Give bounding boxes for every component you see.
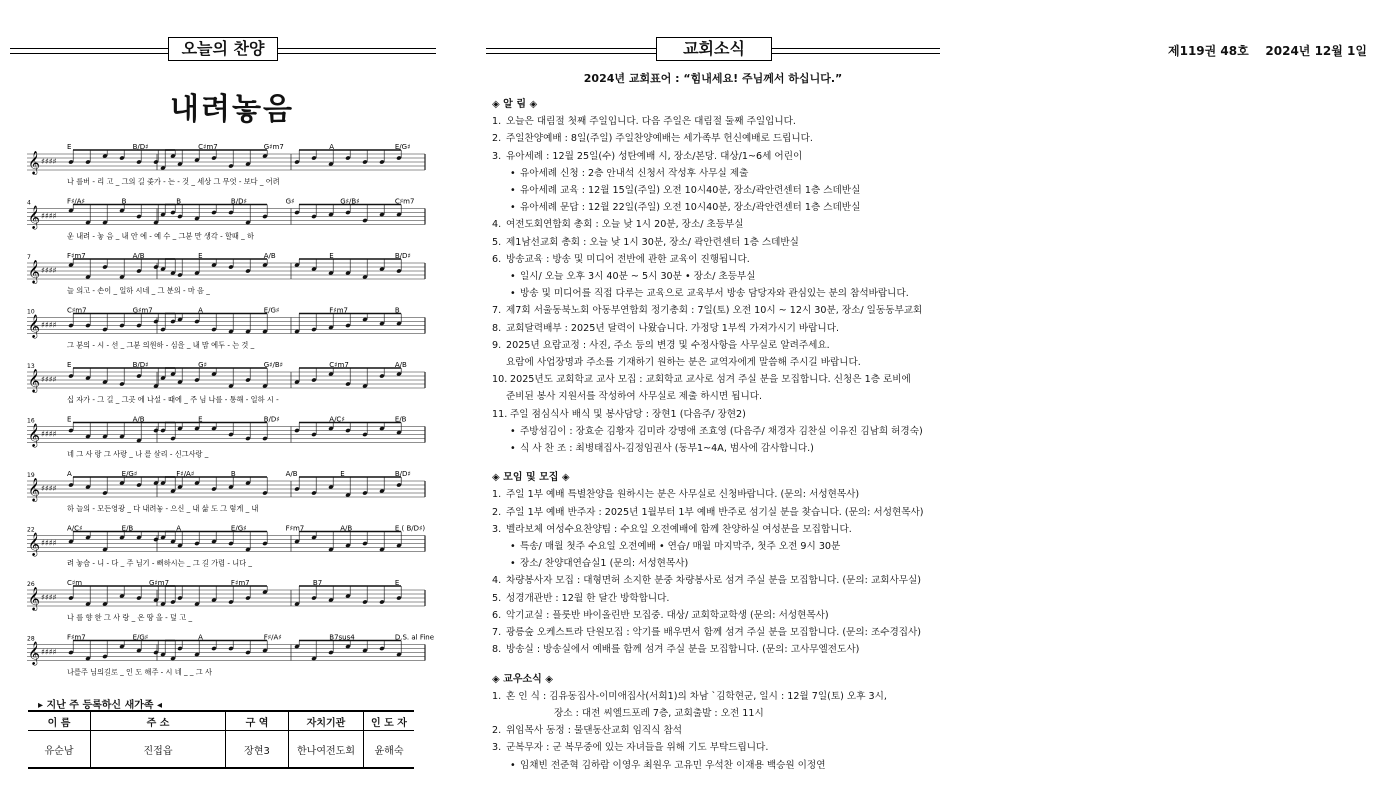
- item-number: 6.: [492, 253, 502, 265]
- treble-clef-icon: 𝄞: [28, 204, 40, 229]
- item-text: 제1남선교회 총회 : 오늘 낮 1시 30분, 장소/ 곽안련센터 1층 스데반실: [506, 236, 799, 248]
- chord-symbol: C♯m: [67, 579, 83, 587]
- sub-item: [492, 440, 932, 457]
- chord-symbol: B/D♯: [394, 470, 411, 478]
- chord-symbol: E/B: [394, 415, 407, 424]
- lyrics-line: 나 를 향 한 그 사 랑 _ 온 땅 을 - 덮 고 _: [67, 613, 193, 622]
- item-number: 2.: [492, 506, 502, 518]
- chord-symbol: E: [340, 470, 345, 478]
- lyrics-line: 운 내려 - 놓 음 _ 내 안 에 - 예 수 _ 그분 만 생각 - 할때 _ 하: [67, 231, 254, 241]
- song-title: 내려놓음: [170, 92, 294, 127]
- item-text: 차량봉사자 모집 : 대형면허 소지한 분중 차량봉사로 섬겨 주실 분을 모집합니다. (문의: 교회사무실): [506, 575, 922, 587]
- measure-number: 4: [27, 199, 31, 207]
- lyrics-line: 려 놓습 - 니 - 다 _ 주 님기 - 뻐하시는 _ 그 길 가렵 - 니다 _: [67, 558, 252, 568]
- newcomer-guide: 윤해숙: [364, 731, 415, 769]
- list-item: [492, 722, 932, 739]
- news-section-title: 교회소식: [656, 37, 772, 61]
- item-text: 군복무자 : 군 복무중에 있는 자녀들을 위해 기도 부탁드립니다.: [506, 742, 769, 754]
- newcomers-title: ▸ 지난 주 등록하신 새가족 ◂: [38, 700, 163, 711]
- alerts-heading: ◈ 알 림 ◈: [492, 99, 538, 110]
- item-number: 5.: [492, 236, 502, 248]
- treble-clef-icon: 𝄞: [28, 422, 40, 447]
- item-number: 4.: [492, 575, 502, 587]
- item-number: 2.: [492, 725, 502, 737]
- item-text: 2025년 요람교정 : 사진, 주소 등의 변경 및 수정사항을 사무실로 알려주세요.: [506, 339, 830, 351]
- item-number: 2.: [492, 133, 502, 145]
- chord-symbol: A/B: [132, 252, 145, 260]
- lyrics-line: 네 그 사 랑 그 사랑 _ 나 를 살리 - 신그사랑 _: [67, 449, 209, 459]
- church-motto: 2024년 교회표어 : “힘내세요! 주님께서 하십니다.”: [583, 72, 843, 85]
- list-item: [492, 113, 932, 130]
- key-signature-icon: ♯♯♯♯: [41, 266, 57, 275]
- members-heading: ◈ 교우소식 ◈: [492, 673, 553, 685]
- treble-clef-icon: 𝄞: [28, 531, 40, 556]
- sub-item-text: • 유아세례 교육 : 12월 15일(주일) 오전 10시40분, 장소/곽안련센터 1층 스데반실: [520, 185, 861, 197]
- sub-item: [492, 757, 932, 774]
- chord-symbol: G♯m7: [148, 579, 170, 587]
- treble-clef-icon: 𝄞: [28, 150, 40, 174]
- item-text: 주일 1부 예배 특별찬양을 원하시는 분은 사무실로 신청바랍니다. (문의: 서성현목사): [506, 489, 860, 501]
- list-item: [492, 624, 932, 641]
- measure-number: 10: [27, 308, 35, 316]
- chord-symbol: F♯m7: [67, 252, 86, 260]
- chord-symbol: B/D♯: [132, 143, 149, 151]
- newcomer-address: 진접읍: [91, 731, 226, 769]
- members-list: [492, 688, 932, 774]
- list-item: [492, 130, 932, 147]
- treble-clef-icon: 𝄞: [28, 586, 40, 610]
- measure-number: 22: [27, 526, 35, 534]
- chord-symbol: C♯m7: [67, 306, 87, 315]
- measure-number: 28: [27, 635, 35, 643]
- key-signature-icon: ♯♯♯♯: [41, 320, 57, 330]
- col-group-header: 자치기관: [289, 711, 364, 731]
- sub-item-text: • 특송/ 매월 첫주 수요일 오전예배 • 연습/ 매월 마지막주, 첫주 오전 9시 30분: [520, 541, 841, 553]
- item-continuation: 준비된 봉사 지원서를 작성하여 사무실로 제출 하시면 됩니다.: [506, 391, 763, 403]
- news-section-header: [486, 37, 940, 61]
- chord-symbol: A/B: [394, 361, 407, 369]
- chord-symbol: B: [176, 197, 182, 206]
- chord-symbol: A: [176, 524, 182, 533]
- meetings-list: [492, 486, 932, 658]
- lyrics-line: 늘 의고 - 손이 _ 일하 시네 _ 그 분의 - 마 음 _: [67, 286, 210, 295]
- chord-symbol: F♯/A♯: [176, 470, 195, 478]
- key-signature-icon: ♯♯♯♯: [41, 647, 57, 657]
- chord-symbol: F♯m7: [329, 306, 348, 315]
- list-item: [492, 521, 932, 538]
- chord-symbol: E: [198, 252, 203, 260]
- item-text: 여전도회연합회 총회 : 오늘 낮 1시 20분, 장소/ 초등부실: [506, 219, 744, 231]
- alerts-list: [492, 113, 932, 457]
- praise-section-title: 오늘의 찬양: [168, 37, 278, 61]
- item-text: 유아세례 : 12월 25일(수) 성탄예배 시, 장소/본당. 대상/1~6세 어린이: [506, 150, 803, 162]
- table-row: [28, 731, 414, 769]
- chord-symbol: G♯: [198, 361, 207, 369]
- chord-symbol: B/D♯: [132, 361, 149, 369]
- chord-symbol: A/B: [340, 524, 353, 533]
- item-text: 성경개관반 : 12월 한 달간 방학합니다.: [506, 592, 670, 604]
- lyrics-line: 나 를버 - 리 고 _ 그의 길 좇가 - 는 - 것 _ 세상 그 무엇 - 보다 _ 어려: [67, 177, 280, 186]
- chord-symbol: A/C♯: [67, 524, 83, 533]
- item-text: 벨라보체 여성수요찬양팀 : 수요일 오전예배에 함께 찬양하실 여성분을 모집합니다.: [506, 523, 852, 535]
- item-number: 9.: [492, 339, 502, 351]
- chord-symbol: A/B: [263, 252, 276, 260]
- key-signature-icon: ♯♯♯♯: [41, 593, 57, 602]
- item-continuation: 장소 : 대전 씨엘드포레 7층, 교회출발 : 오전 11시: [554, 707, 764, 719]
- item-number: 3.: [492, 742, 502, 754]
- item-text: 위임목사 동정 : 물댄동산교회 임직식 참석: [506, 725, 683, 737]
- item-text: 주일 1부 예배 반주자 : 2025년 1월부터 1부 예배 반주로 섬기실 분을 찾습니다. (문의: 서성현목사): [506, 506, 924, 518]
- item-number: 11.: [492, 408, 508, 420]
- chord-symbol: F♯m7: [285, 524, 305, 533]
- key-signature-icon: ♯♯♯♯: [41, 538, 57, 548]
- measure-number: 16: [27, 417, 35, 425]
- measure-number: 13: [27, 363, 35, 370]
- chord-symbol: E: [67, 415, 72, 424]
- list-item: [492, 234, 932, 251]
- praise-section-header: [10, 37, 436, 61]
- lyrics-line: 하 늘의 - 모든영광 _ 다 내려놓 - 으신 _ 내 삶 도 그 렇게 _ 내: [67, 504, 259, 513]
- sub-item: [492, 538, 932, 555]
- chord-symbol: E ( B/D♯): [394, 524, 426, 533]
- item-text: 오늘은 대림절 첫째 주일입니다. 다음 주일은 대림절 둘째 주일입니다.: [506, 116, 796, 128]
- item-number: 5.: [492, 592, 502, 604]
- chord-symbol: B: [230, 470, 236, 478]
- list-item: [492, 688, 932, 705]
- item-number: 3.: [492, 523, 502, 535]
- chord-symbol: B/D♯: [263, 415, 280, 424]
- news-body: [492, 96, 932, 774]
- item-text: 혼 인 식 : 김유동집사-이미애집사(서희1)의 차남 `김학현군, 일시 : 12월 7일(토) 오후 3시,: [506, 690, 887, 702]
- sub-item: [492, 555, 932, 572]
- item-number: 1.: [492, 690, 502, 702]
- measure-number: 19: [27, 472, 35, 479]
- item-text: 방송교육 : 방송 및 미디어 전반에 관한 교육이 진행됩니다.: [506, 253, 750, 265]
- chord-symbol: F♯m7: [67, 633, 86, 642]
- chord-symbol: A/B: [132, 415, 145, 424]
- chord-symbol: B7sus4: [329, 633, 355, 642]
- sub-item: [492, 165, 932, 182]
- lyrics-line: 나를주 님의길로 _ 인 도 해주 - 시 네 _ _ 그 사: [67, 667, 212, 677]
- chord-symbol: A/B: [285, 470, 298, 478]
- treble-clef-icon: 𝄞: [28, 477, 40, 501]
- chord-symbol: E/B: [121, 524, 134, 533]
- newcomer-group: 한나여전도회: [289, 731, 364, 769]
- chord-symbol: F♯/A♯: [263, 633, 282, 642]
- item-text: 악기교실 : 플룻반 바이올린반 모집중. 대상/ 교회학교학생 (문의: 서성현목사): [506, 609, 829, 621]
- newcomers-table: [28, 710, 414, 769]
- item-number: 7.: [492, 305, 502, 317]
- sub-item-text: • 주방섬김이 : 장효순 김황자 김미라 강명애 조효영 (다음주/ 채경자 김찬실 이유진 김남희 허경숙): [520, 425, 923, 437]
- sub-item-text: • 유아세례 신청 : 2층 안내석 신청서 작성후 사무실 제출: [520, 167, 749, 179]
- chord-symbol: G♯m7: [263, 143, 284, 151]
- chord-symbol: B/D♯: [230, 197, 247, 206]
- sheet-music: [27, 138, 435, 678]
- item-text: 주일 점심식사 배식 및 봉사담당 : 장현1 (다음주/ 장현2): [510, 408, 746, 420]
- chord-symbol: F♯/A♯: [67, 197, 85, 206]
- item-text: 주일찬양예배 : 8일(주일) 주일찬양예배는 세가족부 헌신예배로 드립니다.: [506, 133, 813, 145]
- lyrics-line: 십 자가 - 그 길 _ 그곳 에 나설 - 때에 _ 주 님 나를 - 통해 - 일하 시 -: [67, 395, 279, 404]
- item-number: 1.: [492, 489, 502, 501]
- newcomer-district: 장현3: [226, 731, 289, 769]
- key-signature-icon: ♯♯♯♯: [41, 375, 57, 384]
- newcomers-header-row: [28, 711, 414, 731]
- chord-symbol: A: [67, 470, 72, 478]
- sub-item-text: • 방송 및 미디어를 직접 다루는 교육으로 교육부서 방송 담당자와 관심있는 분의 참석바랍니다.: [520, 288, 909, 300]
- chord-symbol: E/G♯: [394, 143, 411, 151]
- chord-symbol: C♯m7: [394, 197, 415, 206]
- chord-symbol: G♯/B♯: [340, 197, 360, 206]
- chord-symbol: B/D♯: [394, 252, 411, 260]
- treble-clef-icon: 𝄞: [28, 313, 40, 338]
- item-text: 광릉숲 오케스트라 단원모집 : 악기를 배우면서 함께 섬겨 주실 분을 모집합니다. (문의: 조수경집사): [506, 627, 922, 639]
- list-item: [492, 607, 932, 624]
- col-address-header: 주 소: [91, 711, 226, 731]
- sub-item-text: • 일시/ 오늘 오후 3시 40분 ~ 5시 30분 • 장소/ 초등부실: [520, 271, 756, 283]
- chord-symbol: E/G♯: [263, 306, 280, 315]
- item-number: 6.: [492, 609, 502, 621]
- list-item: [492, 251, 932, 268]
- sub-item: [492, 199, 932, 216]
- newcomer-name: 유순남: [28, 731, 91, 769]
- sub-item-text: • 장소/ 찬양대연습실1 (문의: 서성현목사): [520, 558, 689, 570]
- measure-number: 7: [27, 254, 31, 261]
- list-item: [492, 590, 932, 607]
- list-item: [492, 216, 932, 233]
- chord-symbol: B7: [312, 579, 323, 587]
- key-signature-icon: ♯♯♯♯: [41, 429, 57, 439]
- chord-symbol: F♯m7: [230, 579, 250, 587]
- chord-symbol: A: [198, 633, 203, 642]
- item-number: 10.: [492, 374, 508, 386]
- sub-item: [492, 268, 932, 285]
- list-item: [492, 572, 932, 589]
- chord-symbol: E/G♯: [230, 524, 247, 533]
- item-continuation: 요람에 사업장명과 주소를 기재하기 원하는 분은 교역자에게 말씀해 주시길 바랍니다.: [506, 357, 861, 369]
- item-number: 3.: [492, 150, 502, 162]
- chord-symbol: E: [67, 143, 72, 151]
- treble-clef-icon: 𝄞: [28, 259, 40, 283]
- chord-symbol: C♯m7: [329, 361, 349, 369]
- chord-symbol: G♯: [285, 197, 295, 206]
- sub-item-text: • 유아세례 문답 : 12월 22일(주일) 오전 10시40분, 장소/곽안련센터 1층 스데반실: [520, 202, 861, 214]
- chord-symbol: A: [198, 306, 203, 315]
- chord-symbol: G♯/B♯: [263, 361, 284, 369]
- key-signature-icon: ♯♯♯♯: [41, 211, 57, 221]
- chord-symbol: G♯m7: [132, 306, 153, 315]
- item-text: 제7회 서울동북노회 아동부연합회 정기총회 : 7일(토) 오전 10시 ~ 12시 30분, 장소/ 일동동부교회: [506, 305, 923, 317]
- sub-item-text: • 임채빈 전준혁 김하람 이영우 최원우 고유민 우석찬 이재용 백승원 이정연: [520, 759, 826, 771]
- list-item: [492, 504, 932, 521]
- list-item: [492, 406, 932, 423]
- chord-symbol: A: [329, 143, 335, 151]
- list-item: [492, 148, 932, 165]
- item-number: 8.: [492, 644, 502, 656]
- issue-info: 제119권 48호 2024년 12월 1일: [1168, 44, 1367, 58]
- sub-item: [492, 182, 932, 199]
- list-item: [492, 337, 932, 354]
- item-number: 4.: [492, 219, 502, 231]
- sub-item: [492, 423, 932, 440]
- chord-symbol: A/C♯: [329, 415, 345, 424]
- list-item: [492, 302, 932, 319]
- list-item: [492, 486, 932, 503]
- item-number: 1.: [492, 116, 502, 128]
- item-text: 2025년도 교회학교 교사 모집 : 교회학교 교사로 섬겨 주실 분을 모집합니다. 신청은 1층 로비에: [510, 374, 911, 386]
- item-text: 방송실 : 방송실에서 예배를 함께 섬겨 주실 분을 모집합니다. (문의: 고사무엘전도사): [506, 644, 860, 656]
- chord-symbol: B: [121, 197, 127, 206]
- list-item: [492, 371, 932, 388]
- chord-symbol: B: [394, 306, 400, 315]
- col-guide-header: 인 도 자: [364, 711, 415, 731]
- list-item: [492, 739, 932, 756]
- chord-symbol: E: [67, 361, 72, 369]
- item-text: 교회달력배부 : 2025년 달력이 나왔습니다. 가정당 1부씩 가져가시기 바랍니다.: [506, 322, 840, 334]
- sub-item-text: • 식 사 찬 조 : 최병태집사-김정임권사 (동부1~4A, 범사에 감사합니다.): [520, 443, 814, 455]
- key-signature-icon: ♯♯♯♯: [41, 157, 57, 166]
- col-name-header: 이 름: [28, 711, 91, 731]
- sub-item: [492, 285, 932, 302]
- meetings-heading: ◈ 모임 및 모집 ◈: [492, 472, 570, 484]
- key-signature-icon: ♯♯♯♯: [41, 484, 57, 493]
- chord-symbol: E/G♯: [121, 470, 138, 478]
- chord-symbol: C♯m7: [198, 143, 218, 151]
- measure-number: 26: [27, 581, 35, 588]
- treble-clef-icon: 𝄞: [28, 368, 40, 392]
- chord-symbol: D.S. al Fine: [394, 633, 435, 642]
- chord-symbol: E: [329, 252, 334, 260]
- treble-clef-icon: 𝄞: [28, 640, 40, 665]
- list-item: [492, 641, 932, 658]
- chord-symbol: E: [198, 415, 203, 424]
- chord-symbol: E/G♯: [132, 633, 149, 642]
- col-district-header: 구 역: [226, 711, 289, 731]
- item-number: 7.: [492, 627, 502, 639]
- lyrics-line: 그 분의 - 시 - 선 _ 그분 의원하 - 심을 _ 내 맘 에두 - 는 것 _: [67, 340, 255, 350]
- list-item: [492, 320, 932, 337]
- chord-symbol: E: [394, 579, 400, 587]
- item-number: 8.: [492, 322, 502, 334]
